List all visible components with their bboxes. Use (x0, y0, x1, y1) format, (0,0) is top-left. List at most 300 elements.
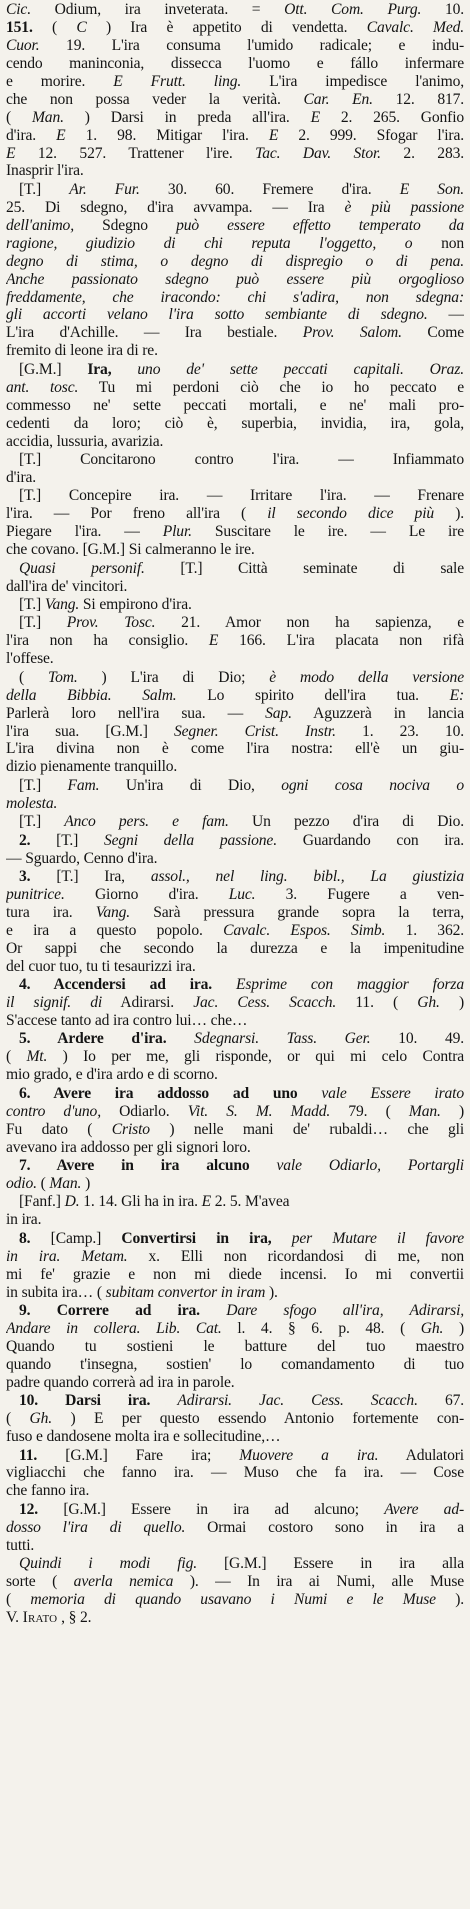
text-segment: e ira a questo popolo. (6, 921, 224, 939)
text-segment: [Fanf.] (19, 1193, 65, 1211)
text-segment: [T.] Ira, (56, 868, 151, 885)
text-segment: Piegare l'ira. — (6, 523, 163, 541)
text-segment: quando t'insegna, sostien' lo comandamento di tuo (6, 1355, 464, 1373)
text-segment: ( (6, 108, 12, 126)
text-line (6, 523, 464, 541)
text-segment: Gh. (417, 994, 440, 1012)
text-segment: Aguzzerà in lancia (313, 704, 464, 722)
text-segment: padre quando correrà ad ira in parole. (6, 1373, 235, 1391)
text-segment: in ira. Metam. (6, 1247, 128, 1265)
text-segment: Si empirono d'ira. (82, 595, 192, 613)
text-segment: D. (64, 1193, 80, 1211)
text-segment: ) (458, 994, 464, 1012)
text-segment: [G.M.] Essere in ira alla (224, 1555, 464, 1573)
text-segment: Anco pers. e fam. (64, 813, 229, 831)
text-segment: Sap. (265, 704, 292, 722)
text-line (6, 306, 464, 324)
text-segment: tura ira. (6, 903, 96, 921)
text-segment: mio grado, e d'ira ardo e di scorno. (6, 1066, 218, 1084)
text-line (6, 342, 464, 360)
text-line (6, 632, 464, 650)
text-line (6, 578, 464, 596)
text-line (6, 1482, 464, 1500)
text-segment: [T.] Concitarono contro l'ira. — Infiammato (19, 450, 464, 468)
text-segment: 25. Di sdegno, d'ira avvampa. — Ira (6, 198, 345, 216)
text-line (6, 1320, 464, 1338)
text-segment: Vit. S. M. Madd. (187, 1102, 331, 1120)
text-line (6, 145, 464, 163)
text-segment: E Son. (399, 180, 464, 198)
text-line (6, 904, 464, 922)
text-segment: Convertirsi in ira, (121, 1229, 272, 1247)
text-segment: 1. 14. Gli ha in ira. (83, 1193, 202, 1211)
text-segment: Segner. Crist. Instr. (174, 722, 336, 740)
text-segment: ) Io per me, gli risponde, or qui mi celo Contra (62, 1048, 464, 1066)
text-segment: 6. Avere ira addosso ad uno (19, 1084, 298, 1102)
text-segment: l'ira sua. [G.M.] (6, 722, 175, 740)
text-line (6, 1374, 464, 1392)
text-line (6, 127, 464, 145)
text-segment: 12. 817. (395, 90, 464, 108)
entry-column (6, 1, 464, 1627)
text-segment: E (201, 1193, 211, 1211)
text-line (6, 1519, 464, 1537)
text-line (6, 1464, 464, 1482)
text-segment: Quasi personif. (19, 559, 145, 577)
text-segment: V. (6, 1608, 23, 1626)
text-segment: Cuor. (6, 36, 40, 54)
text-segment: 10. 49. (398, 1030, 464, 1048)
text-segment: Vang. (95, 903, 131, 921)
text-segment: Plur. (162, 523, 192, 541)
text-segment: Prov. Tosc. (66, 614, 156, 632)
text-segment: è modo della versione (269, 668, 464, 686)
text-line (6, 181, 464, 199)
text-segment: 67. (444, 1392, 464, 1410)
text-line (6, 832, 464, 850)
text-segment: 1. 23. 10. (362, 722, 464, 740)
text-segment: l'offese. (6, 650, 54, 668)
text-segment: molesta. (6, 794, 58, 812)
text-segment: Sarà pressura grande sopra la terra, (153, 903, 464, 921)
text-segment: 4. Accendersi ad ira. (19, 976, 213, 994)
text-segment: Parlerà loro nell'ira sua. — (6, 704, 266, 722)
text-line (6, 868, 464, 886)
text-line (6, 1537, 464, 1555)
text-segment: [G.M.] (19, 360, 88, 378)
text-segment: 10. Darsi ira. (19, 1392, 151, 1410)
text-line (6, 324, 464, 342)
text-segment: ). — In ira ai Numi, alle Muse (189, 1573, 464, 1591)
text-segment: ). (455, 505, 464, 523)
text-line (6, 162, 464, 180)
text-line (6, 1121, 464, 1139)
text-segment: vale Odiarlo, Portargli (276, 1157, 464, 1174)
text-segment: Anche passionato sdegno può essere più orgoglioso (6, 270, 464, 288)
text-line (6, 37, 464, 55)
text-segment: Gh. (29, 1410, 53, 1428)
text-segment: [T.] (19, 813, 65, 831)
text-line (6, 487, 464, 505)
text-line (6, 560, 464, 578)
text-segment: Or sappi che secondo la durezza e la impenitudine (6, 939, 464, 957)
text-segment: odio. (6, 1174, 37, 1192)
text-line (6, 217, 464, 235)
text-segment: Un pezzo d'ira di Dio. (252, 813, 464, 831)
text-segment: 10. (444, 1, 464, 18)
text-segment: ) Darsi in preda all'ira. (84, 108, 311, 126)
text-segment: e morire. (6, 72, 114, 90)
text-line (6, 596, 464, 614)
text-line (6, 1211, 464, 1229)
text-line (6, 271, 464, 289)
text-segment: [T.] (19, 776, 68, 794)
text-segment: E: (449, 686, 464, 704)
text-segment: [T.] (19, 595, 45, 613)
text-line (6, 740, 464, 758)
text-line (6, 1284, 464, 1302)
text-line (6, 777, 464, 795)
text-line (6, 1591, 464, 1609)
text-segment: ). (268, 1283, 278, 1301)
text-line (6, 850, 464, 868)
text-segment: Come (427, 324, 464, 342)
text-segment: Ott. Com. Purg. (284, 1, 422, 18)
text-line (6, 705, 464, 723)
text-segment: vale Essere irato (321, 1084, 464, 1102)
text-segment: Man. (31, 108, 64, 126)
text-line (6, 1193, 464, 1211)
text-segment: che covano. [G.M.] Si calmeranno le ire. (6, 541, 255, 559)
text-line (6, 1230, 464, 1248)
text-line (6, 1175, 464, 1193)
text-line (6, 55, 464, 73)
text-line (6, 1066, 464, 1084)
text-line (6, 433, 464, 451)
text-segment: che fanno ira. (6, 1482, 90, 1500)
text-line (6, 505, 464, 523)
text-line (6, 723, 464, 741)
text-segment: dosso l'ira di quello. (6, 1518, 186, 1536)
text-segment: Dare sfogo all'ira, Adirarsi, (226, 1302, 464, 1319)
text-segment: sorte ( (6, 1573, 58, 1591)
text-segment: della Bibbia. Salm. (6, 686, 177, 704)
text-segment: Muovere a ira. (239, 1446, 379, 1464)
text-segment: Gh. (420, 1319, 444, 1337)
text-segment: Cavalc. Espos. Simb. (223, 921, 386, 939)
text-segment: ( (40, 1174, 46, 1192)
text-segment: 19. L'ira consuma l'umido radicale; e indu- (66, 36, 464, 54)
text-segment: uno de' sette peccati capitali. Oraz. (137, 360, 464, 378)
text-segment: vigliacchi che fanno ira. — Muso che fa ira. — Cose (6, 1464, 464, 1482)
text-segment: Ira, (87, 360, 112, 378)
text-line (6, 199, 464, 217)
text-line (6, 687, 464, 705)
text-line (6, 289, 464, 307)
text-segment: Cavalc. Med. (366, 18, 464, 36)
text-segment: Lo spirito dell'ira tua. (207, 686, 450, 704)
text-line (6, 922, 464, 940)
text-line (6, 1501, 464, 1519)
text-line (6, 795, 464, 813)
text-segment: Giorno d'ira. (94, 885, 229, 903)
text-segment: [T.] Concepire ira. — Irritare l'ira. — Frenare (19, 487, 464, 505)
text-line (6, 669, 464, 687)
text-segment: 166. L'ira placata non rifà (239, 632, 464, 650)
text-segment: E (310, 108, 320, 126)
text-segment: d'ira. (6, 468, 37, 486)
text-segment: l'ira non ha consiglio. (6, 632, 209, 650)
text-line (6, 1573, 464, 1591)
text-segment: L'ira impedisce l'animo, (269, 72, 464, 90)
text-segment: [G.M.] Fare ira; (65, 1446, 240, 1464)
text-segment: Vang. (44, 595, 80, 613)
text-segment: assol., nel ling. bibl., La giustizia (150, 868, 464, 885)
text-segment: Jac. Cess. Scacch. (193, 994, 337, 1012)
text-segment: non (441, 234, 464, 252)
text-line (6, 614, 464, 632)
text-line (6, 813, 464, 831)
text-line (6, 109, 464, 127)
text-segment: — (448, 306, 464, 324)
text-line (6, 1447, 464, 1465)
text-segment: Un'ira di Dio, (125, 776, 282, 794)
text-line (6, 1338, 464, 1356)
text-segment: 2. 5. M'avea (214, 1193, 290, 1211)
text-line (6, 1085, 464, 1103)
text-segment: Ormai costoro sono in ira a (207, 1518, 464, 1536)
text-line (6, 1248, 464, 1266)
text-segment: Cic. (6, 1, 31, 18)
text-line (6, 1048, 464, 1066)
text-segment: E (6, 144, 16, 162)
text-segment: E (268, 126, 279, 144)
text-segment: commesso ne' sette peccati mortali, e ne' mali pro- (6, 396, 464, 414)
text-segment: ( (6, 1591, 12, 1608)
text-segment: 21. Amor non ha sapienza, e (181, 614, 464, 632)
text-segment: Esprime con maggior forza (236, 976, 464, 994)
text-line (6, 1555, 464, 1573)
text-segment: il signif. di (6, 994, 103, 1012)
text-segment: C (76, 18, 87, 36)
text-segment: Adirarsi. (120, 994, 194, 1012)
text-segment: [T.] (19, 614, 67, 632)
text-line (6, 1609, 464, 1627)
text-line (6, 379, 464, 397)
text-segment: Adirarsi. Jac. Cess. Scacch. (177, 1392, 418, 1410)
text-segment: Quando tu sostieni le batture del tuo maestro (6, 1337, 464, 1355)
text-segment: avevano ira addosso per gli signori loro. (6, 1138, 251, 1156)
text-segment: 7. Avere in ira alcuno (19, 1157, 250, 1174)
text-line (6, 886, 464, 904)
text-line (6, 1428, 464, 1446)
text-segment: Fam. (67, 776, 100, 794)
text-segment: punitrice. (6, 885, 65, 903)
text-segment: Irato (22, 1608, 58, 1626)
text-line (6, 451, 464, 469)
text-line (6, 994, 464, 1012)
text-segment: 79. ( (348, 1102, 391, 1120)
text-line (6, 19, 464, 37)
text-segment: , § 2. (61, 1608, 92, 1626)
text-segment: Luc. (228, 885, 256, 903)
text-line (6, 91, 464, 109)
text-segment: averla nemica (73, 1573, 174, 1591)
text-segment: ) (458, 1102, 464, 1120)
text-segment: 2. 283. (403, 144, 464, 162)
text-line (6, 1410, 464, 1428)
text-segment: dell'animo, (6, 216, 74, 234)
text-segment: subitam convertor in iram (105, 1283, 266, 1301)
text-segment: Adulatori (405, 1446, 464, 1464)
text-line (6, 361, 464, 379)
text-segment: Odiarlo. (119, 1102, 188, 1120)
text-segment: tutti. (6, 1536, 35, 1554)
text-segment: E (56, 126, 66, 144)
text-line (6, 1356, 464, 1374)
text-segment: 12. 527. Trattener l'ire. (37, 144, 256, 162)
text-line (6, 958, 464, 976)
text-segment: 151. (6, 18, 33, 36)
text-segment: 8. (19, 1229, 31, 1247)
text-segment: Ar. Fur. (69, 180, 140, 198)
text-segment: 2. 265. Gonfio (340, 108, 464, 126)
text-segment: ant. tosc. (6, 378, 79, 396)
text-line (6, 1157, 464, 1175)
text-segment: ) Ira è appetito di vendetta. (105, 18, 367, 36)
text-segment: ( (52, 18, 58, 36)
text-segment: Segni della passione. (103, 831, 277, 849)
text-segment: in ira. (6, 1211, 42, 1229)
text-segment: ( (6, 1410, 12, 1428)
text-segment: Quindi i modi fig. (19, 1555, 197, 1573)
text-segment: ( (19, 668, 25, 686)
text-line (6, 469, 464, 487)
text-segment: accidia, lussuria, avarizia. (6, 432, 164, 450)
text-segment: 5. Ardere d'ira. (19, 1030, 167, 1048)
text-segment: 2. 999. Sfogar l'ira. (298, 126, 464, 144)
text-segment: dizio pienamente tranquillo. (6, 758, 178, 776)
text-segment: Prov. Salom. (302, 324, 402, 342)
text-segment: ) nelle mani de' rubaldi… che gli (169, 1120, 464, 1138)
text-segment: Guardando con ira. (302, 831, 464, 849)
text-line (6, 397, 464, 415)
text-segment: Man. (408, 1102, 441, 1120)
text-line (6, 1012, 464, 1030)
text-segment: x. Elli non ricordandosi di me, non (148, 1247, 464, 1265)
text-segment: che non possa veder la verità. (6, 90, 304, 108)
text-segment: Odium, ira inveterata. = (54, 1, 285, 18)
text-segment: mi fe' grazie e non mi diede incensi. Io mi convertii (6, 1265, 464, 1283)
text-line (6, 253, 464, 271)
text-segment: fuso e dandosene molta ira e sollecitudine,… (6, 1428, 281, 1446)
text-segment: per Mutare il favore (291, 1229, 464, 1247)
text-line (6, 1103, 464, 1121)
text-segment: Car. En. (303, 90, 373, 108)
text-segment: Sdegnarsi. Tass. Ger. (194, 1030, 371, 1048)
text-segment: 11. (19, 1446, 38, 1464)
text-segment: 3. Fugere a ven- (285, 885, 464, 903)
text-segment: fremito di leone ira di re. (6, 342, 158, 360)
text-segment: freddamente, che iracondo: chi s'adira, non sdegna: (6, 288, 464, 306)
text-segment: dall'ira de' vincitori. (6, 577, 128, 595)
text-segment: 12. (19, 1500, 39, 1518)
text-segment: 9. Correre ad ira. (19, 1302, 200, 1319)
text-segment: ) (85, 1174, 91, 1192)
text-segment: 3. (19, 868, 31, 885)
text-segment: ragione, giudizio di chi reputa l'oggetto, o (6, 234, 413, 252)
text-segment: Inasprir l'ira. (6, 162, 84, 180)
text-segment: ) E per questo essendo Antonio fortemente con- (70, 1410, 464, 1428)
text-segment: Andare in collera. Lib. Cat. (6, 1319, 222, 1337)
text-segment: ). (455, 1591, 464, 1608)
text-line (6, 976, 464, 994)
text-segment: Avere ad- (384, 1500, 464, 1518)
text-segment: 1. 98. Mitigar l'ira. (85, 126, 269, 144)
text-segment: cendo maninconia, dissecca l'uomo e fállo infermare (6, 54, 464, 72)
text-segment: L'ira divina non è come l'ira nostra: ell'è un giu- (6, 740, 464, 758)
text-segment: [Camp.] (50, 1229, 122, 1247)
text-line (6, 940, 464, 958)
text-segment: 30. 60. Fremere d'ira. (167, 180, 400, 198)
text-line (6, 1030, 464, 1048)
text-segment: ) L'ira di Dio; (101, 668, 270, 686)
text-segment: gli accorti velano l'ira sotto sembiante di sdegno. (6, 306, 428, 324)
text-line (6, 1139, 464, 1157)
text-line (6, 415, 464, 433)
text-segment: L'ira d'Achille. — Ira bestiale. (6, 324, 303, 342)
text-line (6, 650, 464, 668)
text-segment: — Sguardo, Cenno d'ira. (6, 849, 158, 867)
text-segment: E (208, 632, 219, 650)
text-segment: ( (6, 1048, 12, 1066)
text-segment: 1. 362. (405, 921, 464, 939)
text-segment: contro d'uno, (6, 1102, 101, 1120)
text-segment: l. 4. § 6. p. 48. ( (237, 1319, 406, 1337)
text-segment: Fu dato ( (6, 1120, 93, 1138)
text-line (6, 1266, 464, 1284)
text-segment: degno di stima, o degno di dispregio o di pena. (6, 252, 464, 270)
text-line (6, 758, 464, 776)
text-line (6, 73, 464, 91)
text-segment: Man. (49, 1174, 82, 1192)
text-segment: Tac. Dav. Stor. (255, 144, 381, 162)
text-segment: Sdegno (102, 216, 177, 234)
text-line (6, 1, 464, 19)
text-segment: [T.] Città seminate di sale (180, 559, 464, 577)
text-segment: Cristo (111, 1120, 150, 1138)
text-line (6, 1302, 464, 1320)
text-segment: S'accese tanto ad ira contro lui… che… (6, 1012, 248, 1029)
text-segment: del cuor tuo, tu ti tesaurizzi ira. (6, 957, 196, 975)
text-segment: E Frutt. ling. (113, 72, 242, 90)
text-segment: d'ira. (6, 126, 57, 144)
text-segment: Suscitare le ire. — Le ire (214, 523, 464, 541)
text-line (6, 1392, 464, 1410)
text-segment: in subita ira… ( (6, 1283, 102, 1301)
text-line (6, 235, 464, 253)
text-segment: [G.M.] Essere in ira ad alcuno; (63, 1500, 385, 1518)
text-line (6, 541, 464, 559)
text-segment: è più passione (344, 198, 464, 216)
text-segment: l'ira. — Por freno all'ira ( (6, 505, 247, 523)
text-segment: 11. ( (355, 994, 399, 1012)
text-segment: Mt. (26, 1048, 48, 1066)
text-segment: Tom. (47, 668, 78, 686)
text-segment: [T.] (19, 180, 70, 198)
text-segment: ogni cosa nociva o (281, 776, 464, 794)
text-segment: il secondo dice più (267, 505, 435, 523)
